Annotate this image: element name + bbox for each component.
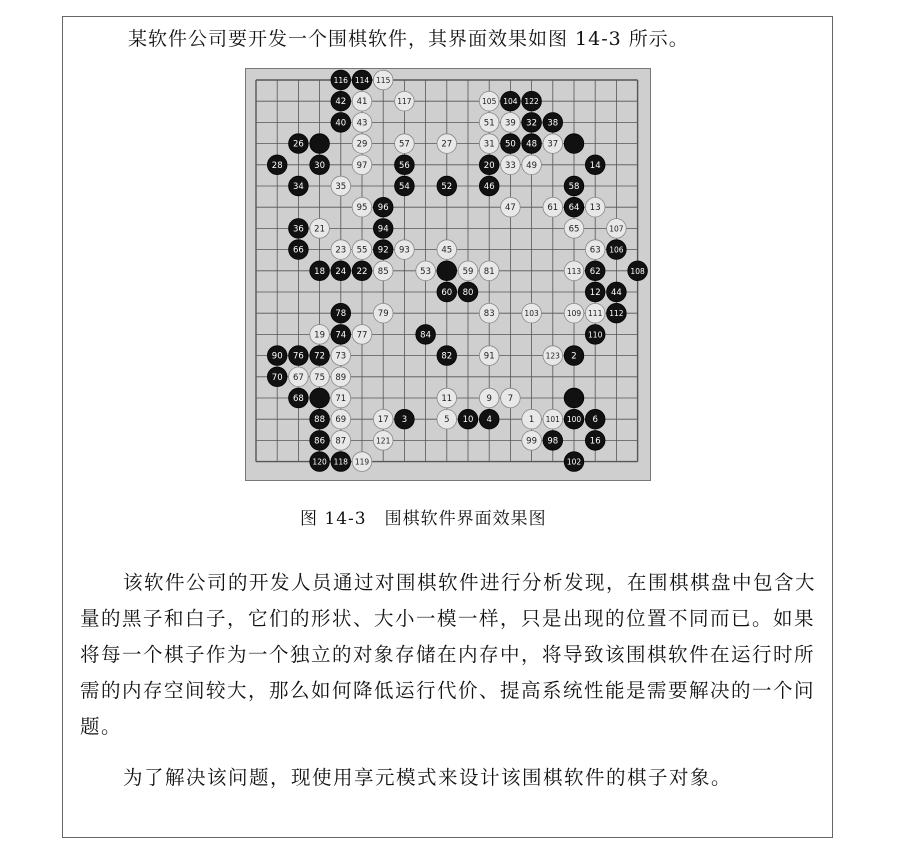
stone-disc xyxy=(310,134,330,154)
black-stone[interactable] xyxy=(331,303,351,323)
black-stone[interactable] xyxy=(564,452,584,472)
black-stone[interactable] xyxy=(352,261,372,281)
white-stone[interactable] xyxy=(331,367,351,387)
stone-move-number: 96 xyxy=(377,203,389,214)
stone-move-number: 103 xyxy=(524,309,539,319)
stone-move-number: 89 xyxy=(335,372,347,383)
black-stone[interactable] xyxy=(585,325,605,345)
stone-move-number: 110 xyxy=(588,330,603,340)
stone-move-number: 52 xyxy=(441,182,453,192)
stone-move-number: 53 xyxy=(420,266,432,277)
white-stone[interactable] xyxy=(373,303,393,323)
black-stone[interactable] xyxy=(310,452,330,472)
white-stone[interactable] xyxy=(479,346,499,366)
stone-move-number: 1 xyxy=(528,415,535,426)
white-stone[interactable] xyxy=(501,155,521,175)
stone-move-number: 4 xyxy=(486,415,492,426)
black-stone[interactable] xyxy=(352,70,372,90)
white-stone[interactable] xyxy=(437,388,457,408)
white-stone[interactable] xyxy=(479,388,499,408)
stone-move-number: 27 xyxy=(441,139,453,150)
white-stone[interactable] xyxy=(501,113,521,133)
stone-move-number: 120 xyxy=(312,457,327,467)
stone-move-number: 3 xyxy=(401,415,408,426)
white-stone[interactable] xyxy=(373,409,393,429)
white-stone[interactable] xyxy=(479,91,499,111)
black-stone[interactable] xyxy=(564,197,584,217)
black-stone[interactable] xyxy=(331,452,351,472)
go-board xyxy=(246,69,650,480)
stone-move-number: 44 xyxy=(610,288,622,298)
stone-move-number: 109 xyxy=(566,309,582,319)
black-stone[interactable] xyxy=(585,261,605,281)
black-stone[interactable] xyxy=(458,409,478,429)
stone-move-number: 59 xyxy=(462,266,474,277)
stone-move-number: 30 xyxy=(314,160,326,171)
black-stone[interactable] xyxy=(437,261,457,281)
black-stone[interactable] xyxy=(310,409,330,429)
stone-move-number: 84 xyxy=(420,330,432,341)
white-stone[interactable] xyxy=(501,388,521,408)
stone-move-number: 61 xyxy=(547,203,559,214)
stone-move-number: 90 xyxy=(271,351,283,362)
white-stone[interactable] xyxy=(522,155,542,175)
stone-move-number: 39 xyxy=(504,118,516,129)
black-stone[interactable] xyxy=(331,261,351,281)
white-stone[interactable] xyxy=(607,219,627,239)
white-stone[interactable] xyxy=(479,134,499,154)
stone-move-number: 117 xyxy=(397,97,412,107)
stone-move-number: 112 xyxy=(609,309,624,319)
stone-move-number: 108 xyxy=(630,266,645,276)
stone-move-number: 62 xyxy=(589,266,601,277)
white-stone[interactable] xyxy=(437,409,457,429)
stone-move-number: 37 xyxy=(547,139,559,150)
black-stone[interactable] xyxy=(373,240,393,260)
black-stone[interactable] xyxy=(395,176,415,196)
black-stone[interactable] xyxy=(289,346,309,366)
black-stone[interactable] xyxy=(437,176,457,196)
black-stone[interactable] xyxy=(522,113,542,133)
stone-move-number: 105 xyxy=(482,97,497,107)
stone-move-number: 86 xyxy=(314,436,326,447)
white-stone[interactable] xyxy=(331,176,351,196)
black-stone[interactable] xyxy=(501,134,521,154)
black-stone[interactable] xyxy=(373,219,393,239)
white-stone[interactable] xyxy=(416,261,436,281)
stone-move-number: 34 xyxy=(292,182,304,192)
white-stone[interactable] xyxy=(352,325,372,345)
stone-move-number: 40 xyxy=(335,118,347,129)
black-stone[interactable] xyxy=(564,346,584,366)
white-stone[interactable] xyxy=(289,367,309,387)
black-stone[interactable] xyxy=(289,219,309,239)
white-stone[interactable] xyxy=(373,70,393,90)
stone-move-number: 71 xyxy=(335,394,347,404)
black-stone[interactable] xyxy=(331,113,351,133)
black-stone[interactable] xyxy=(585,409,605,429)
white-stone[interactable] xyxy=(479,303,499,323)
stone-move-number: 45 xyxy=(441,245,453,256)
stone-move-number: 99 xyxy=(526,436,538,447)
white-stone[interactable] xyxy=(437,134,457,154)
black-stone[interactable] xyxy=(585,282,605,302)
black-stone[interactable] xyxy=(543,431,563,451)
stone-move-number: 98 xyxy=(547,436,559,447)
paragraph-analysis xyxy=(80,565,820,745)
paragraph-solution-text: 为了解决该问题，现使用享元模式来设计该围棋软件的棋子对象。 xyxy=(123,766,733,789)
stone-move-number: 106 xyxy=(609,245,624,255)
black-stone[interactable] xyxy=(522,91,542,111)
white-stone[interactable] xyxy=(331,240,351,260)
black-stone[interactable] xyxy=(310,261,330,281)
stone-move-number: 56 xyxy=(398,160,410,171)
stone-move-number: 46 xyxy=(483,182,495,192)
stone-move-number: 77 xyxy=(356,330,368,341)
stone-disc xyxy=(564,388,584,408)
black-stone[interactable] xyxy=(607,303,627,323)
stone-move-number: 14 xyxy=(589,160,601,171)
stone-move-number: 58 xyxy=(568,182,580,192)
white-stone[interactable] xyxy=(331,431,351,451)
stone-move-number: 95 xyxy=(356,203,368,214)
stone-move-number: 68 xyxy=(292,394,304,404)
stone-move-number: 24 xyxy=(335,266,347,277)
stone-move-number: 78 xyxy=(335,309,347,320)
stone-move-number: 101 xyxy=(545,415,560,425)
black-stone[interactable] xyxy=(331,91,351,111)
black-stone[interactable] xyxy=(267,155,287,175)
stone-move-number: 55 xyxy=(356,245,368,256)
stone-move-number: 121 xyxy=(376,436,391,446)
stone-move-number: 82 xyxy=(441,351,453,362)
stone-move-number: 10 xyxy=(462,415,474,426)
stone-move-number: 22 xyxy=(356,266,368,277)
stone-disc xyxy=(564,134,584,154)
black-stone[interactable] xyxy=(331,70,351,90)
stone-move-number: 9 xyxy=(486,394,492,404)
figure-caption: 图 14-3 围棋软件界面效果图 xyxy=(300,509,547,529)
stone-move-number: 23 xyxy=(335,245,347,256)
stone-move-number: 31 xyxy=(483,139,495,150)
white-stone[interactable] xyxy=(543,134,563,154)
black-stone[interactable] xyxy=(479,155,499,175)
stone-move-number: 54 xyxy=(398,182,410,192)
black-stone[interactable] xyxy=(564,388,584,408)
intro-text: 某软件公司要开发一个围棋软件，其界面效果如图 14-3 所示。 xyxy=(128,28,689,50)
white-stone[interactable] xyxy=(395,91,415,111)
stone-move-number: 18 xyxy=(314,266,326,277)
black-stone[interactable] xyxy=(373,197,393,217)
stone-move-number: 115 xyxy=(376,76,391,85)
stone-move-number: 85 xyxy=(377,266,389,277)
stone-move-number: 33 xyxy=(504,160,516,171)
black-stone[interactable] xyxy=(310,388,330,408)
stone-move-number: 21 xyxy=(314,224,326,235)
black-stone[interactable] xyxy=(564,176,584,196)
black-stone[interactable] xyxy=(479,176,499,196)
stone-move-number: 12 xyxy=(589,288,601,298)
stone-move-number: 118 xyxy=(333,457,348,467)
stone-disc xyxy=(310,388,330,408)
black-stone[interactable] xyxy=(607,282,627,302)
black-stone[interactable] xyxy=(310,346,330,366)
stone-move-number: 7 xyxy=(507,394,514,404)
white-stone[interactable] xyxy=(373,431,393,451)
white-stone[interactable] xyxy=(331,409,351,429)
black-stone[interactable] xyxy=(289,240,309,260)
black-stone[interactable] xyxy=(607,240,627,260)
white-stone[interactable] xyxy=(310,219,330,239)
white-stone[interactable] xyxy=(310,325,330,345)
black-stone[interactable] xyxy=(628,261,648,281)
white-stone[interactable] xyxy=(585,303,605,323)
black-stone[interactable] xyxy=(585,431,605,451)
stone-move-number: 73 xyxy=(335,351,347,362)
stone-move-number: 65 xyxy=(568,224,580,235)
stone-move-number: 13 xyxy=(589,203,601,214)
stone-move-number: 111 xyxy=(588,309,603,319)
white-stone[interactable] xyxy=(352,240,372,260)
black-stone[interactable] xyxy=(310,155,330,175)
black-stone[interactable] xyxy=(289,134,309,154)
stone-move-number: 63 xyxy=(589,245,601,256)
white-stone[interactable] xyxy=(331,346,351,366)
black-stone[interactable] xyxy=(289,176,309,196)
black-stone[interactable] xyxy=(543,113,563,133)
stone-move-number: 36 xyxy=(292,224,304,235)
black-stone[interactable] xyxy=(437,282,457,302)
stone-move-number: 26 xyxy=(292,139,304,150)
black-stone[interactable] xyxy=(564,134,584,154)
black-stone[interactable] xyxy=(267,346,287,366)
black-stone[interactable] xyxy=(501,91,521,111)
paragraph-analysis-text: 该软件公司的开发人员通过对围棋软件进行分析发现，在围棋棋盘中包含大量的黑子和白子，它们的形状、大小一模一样，只是出现的位置不同而已。如果将每一个棋子作为一个独立的对象存储在内存中，将导致该围棋软件在运行时所需的内存空间较大，那么如何降低运行代价、提高系统性能是需要解决的一个问题。 xyxy=(80,571,817,738)
stone-disc xyxy=(437,261,457,281)
white-stone[interactable] xyxy=(585,240,605,260)
white-stone[interactable] xyxy=(352,197,372,217)
stone-move-number: 16 xyxy=(589,436,601,447)
stone-move-number: 28 xyxy=(271,160,283,171)
stone-move-number: 66 xyxy=(292,245,304,256)
stone-move-number: 20 xyxy=(483,160,495,171)
paragraph-solution xyxy=(80,760,820,796)
stone-move-number: 17 xyxy=(377,415,389,426)
go-board-figure xyxy=(245,68,651,481)
stone-move-number: 35 xyxy=(335,182,347,192)
stone-move-number: 6 xyxy=(592,415,598,426)
stone-move-number: 2 xyxy=(571,351,577,362)
white-stone[interactable] xyxy=(522,431,542,451)
white-stone[interactable] xyxy=(522,303,542,323)
white-stone[interactable] xyxy=(543,346,563,366)
stone-move-number: 97 xyxy=(356,160,368,171)
stone-move-number: 123 xyxy=(545,351,560,361)
stone-move-number: 107 xyxy=(609,224,624,234)
white-stone[interactable] xyxy=(564,219,584,239)
stone-move-number: 114 xyxy=(354,76,370,85)
black-stone[interactable] xyxy=(522,134,542,154)
stone-move-number: 116 xyxy=(333,76,348,85)
stone-move-number: 70 xyxy=(271,372,283,383)
black-stone[interactable] xyxy=(395,409,415,429)
white-stone[interactable] xyxy=(352,113,372,133)
white-stone[interactable] xyxy=(564,261,584,281)
black-stone[interactable] xyxy=(289,388,309,408)
black-stone[interactable] xyxy=(416,325,436,345)
white-stone[interactable] xyxy=(543,197,563,217)
black-stone[interactable] xyxy=(437,346,457,366)
stone-move-number: 88 xyxy=(314,415,326,426)
stone-move-number: 94 xyxy=(377,224,389,235)
black-stone[interactable] xyxy=(331,325,351,345)
stone-move-number: 29 xyxy=(356,139,368,150)
stone-move-number: 43 xyxy=(356,118,368,129)
stone-move-number: 113 xyxy=(566,266,582,276)
black-stone[interactable] xyxy=(395,155,415,175)
stone-move-number: 60 xyxy=(441,288,453,298)
black-stone[interactable] xyxy=(267,367,287,387)
stone-move-number: 49 xyxy=(526,160,538,171)
stone-move-number: 87 xyxy=(335,436,347,447)
stone-move-number: 102 xyxy=(566,457,582,467)
white-stone[interactable] xyxy=(331,388,351,408)
white-stone[interactable] xyxy=(479,113,499,133)
stone-move-number: 83 xyxy=(483,309,495,320)
stone-move-number: 51 xyxy=(483,118,495,129)
stone-move-number: 32 xyxy=(526,118,538,129)
stone-move-number: 104 xyxy=(503,97,518,107)
stone-move-number: 57 xyxy=(398,139,410,150)
black-stone[interactable] xyxy=(458,282,478,302)
stone-move-number: 80 xyxy=(462,288,474,298)
white-stone[interactable] xyxy=(543,409,563,429)
white-stone[interactable] xyxy=(352,134,372,154)
stone-move-number: 5 xyxy=(444,415,450,426)
black-stone[interactable] xyxy=(310,431,330,451)
stone-move-number: 41 xyxy=(356,97,368,108)
black-stone[interactable] xyxy=(310,134,330,154)
white-stone[interactable] xyxy=(310,367,330,387)
white-stone[interactable] xyxy=(352,155,372,175)
stone-move-number: 100 xyxy=(566,415,582,425)
black-stone[interactable] xyxy=(479,409,499,429)
black-stone[interactable] xyxy=(585,155,605,175)
white-stone[interactable] xyxy=(437,240,457,260)
white-stone[interactable] xyxy=(501,197,521,217)
stone-move-number: 11 xyxy=(441,394,453,404)
stone-move-number: 48 xyxy=(526,139,538,150)
stone-move-number: 64 xyxy=(568,203,580,214)
white-stone[interactable] xyxy=(352,452,372,472)
stone-move-number: 47 xyxy=(504,203,516,214)
stone-move-number: 76 xyxy=(292,351,304,362)
stone-move-number: 19 xyxy=(314,330,326,341)
white-stone[interactable] xyxy=(395,134,415,154)
white-stone[interactable] xyxy=(564,303,584,323)
stone-move-number: 69 xyxy=(335,415,347,426)
stone-move-number: 38 xyxy=(547,118,559,129)
black-stone[interactable] xyxy=(564,409,584,429)
stone-move-number: 92 xyxy=(377,245,389,256)
white-stone[interactable] xyxy=(479,261,499,281)
white-stone[interactable] xyxy=(585,197,605,217)
stone-move-number: 42 xyxy=(335,97,347,108)
stone-move-number: 79 xyxy=(377,309,389,320)
stone-move-number: 67 xyxy=(292,372,304,383)
stone-move-number: 81 xyxy=(483,266,495,277)
stone-move-number: 75 xyxy=(314,372,326,383)
white-stone[interactable] xyxy=(522,409,542,429)
white-stone[interactable] xyxy=(458,261,478,281)
stone-move-number: 91 xyxy=(483,351,495,362)
stone-move-number: 122 xyxy=(524,97,539,107)
stone-move-number: 93 xyxy=(398,245,410,256)
white-stone[interactable] xyxy=(373,261,393,281)
stone-move-number: 50 xyxy=(504,139,516,150)
white-stone[interactable] xyxy=(395,240,415,260)
stone-move-number: 74 xyxy=(335,330,347,341)
stone-move-number: 119 xyxy=(354,457,370,467)
stone-move-number: 72 xyxy=(314,351,326,362)
white-stone[interactable] xyxy=(352,91,372,111)
